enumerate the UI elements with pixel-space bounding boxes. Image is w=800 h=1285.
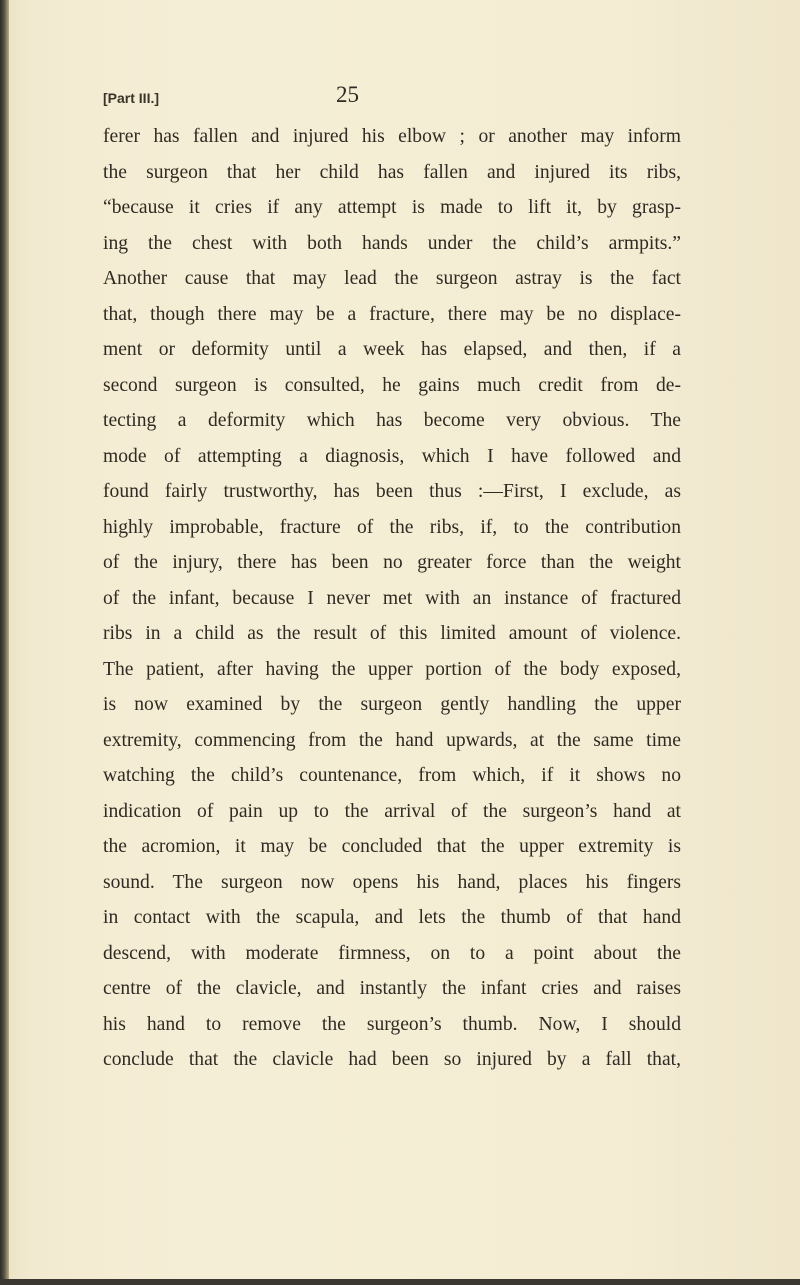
text-line: highly improbable, fracture of the ribs, if, to the contribution: [103, 516, 681, 538]
text-line: ment or deformity until a week has elapsed, and then, if a: [103, 339, 681, 360]
text-line: extremity, commencing from the hand upwards, at the same time: [103, 729, 681, 751]
text-line: watching the child’s countenance, from which, if it shows no: [103, 765, 681, 786]
body-text: [103, 119, 681, 1078]
text-line: of the infant, because I never met with an instance of fractured: [103, 587, 681, 609]
page-number: 25: [336, 82, 359, 107]
text-line: ing the chest with both hands under the child’s armpits.”: [103, 232, 681, 254]
text-line: The patient, after having the upper portion of the body exposed,: [103, 658, 681, 680]
text-line: tecting a deformity which has become very obvious. The: [103, 410, 681, 431]
text-line: ferer has fallen and injured his elbow ; or another may inform: [103, 126, 681, 147]
text-line: indication of pain up to the arrival of the surgeon’s hand at: [103, 800, 681, 822]
text-line: is now examined by the surgeon gently handling the upper: [103, 694, 681, 715]
text-line: second surgeon is consulted, he gains much credit from de-: [103, 374, 681, 396]
text-line: that, though there may be a fracture, there may be no displace-: [103, 303, 681, 325]
text-line: centre of the clavicle, and instantly the infant cries and raises: [103, 978, 681, 999]
text-line: the acromion, it may be concluded that the upper extremity is: [103, 836, 681, 857]
text-line: descend, with moderate firmness, on to a point about the: [103, 942, 681, 964]
part-label: [Part III.]: [103, 90, 160, 106]
text-line: Another cause that may lead the surgeon astray is the fact: [103, 268, 681, 289]
text-line: sound. The surgeon now opens his hand, places his fingers: [103, 871, 681, 893]
text-line: mode of attempting a diagnosis, which I have followed and: [103, 445, 681, 467]
running-head: [103, 82, 683, 114]
text-line: of the injury, there has been no greater force than the weight: [103, 552, 681, 573]
text-line: “because it cries if any attempt is made to lift it, by grasp-: [103, 197, 681, 218]
page-bottom-edge: [0, 1279, 800, 1285]
text-line: his hand to remove the surgeon’s thumb. Now, I should: [103, 1013, 681, 1035]
text-line: ribs in a child as the result of this limited amount of violence.: [103, 623, 681, 644]
text-line: found fairly trustworthy, has been thus :—First, I exclude, as: [103, 481, 681, 502]
text-line: in contact with the scapula, and lets the thumb of that hand: [103, 907, 681, 928]
text-line: the surgeon that her child has fallen and injured its ribs,: [103, 161, 681, 183]
page-binding-edge: [0, 0, 9, 1285]
text-line: conclude that the clavicle had been so injured by a fall that,: [103, 1049, 681, 1070]
